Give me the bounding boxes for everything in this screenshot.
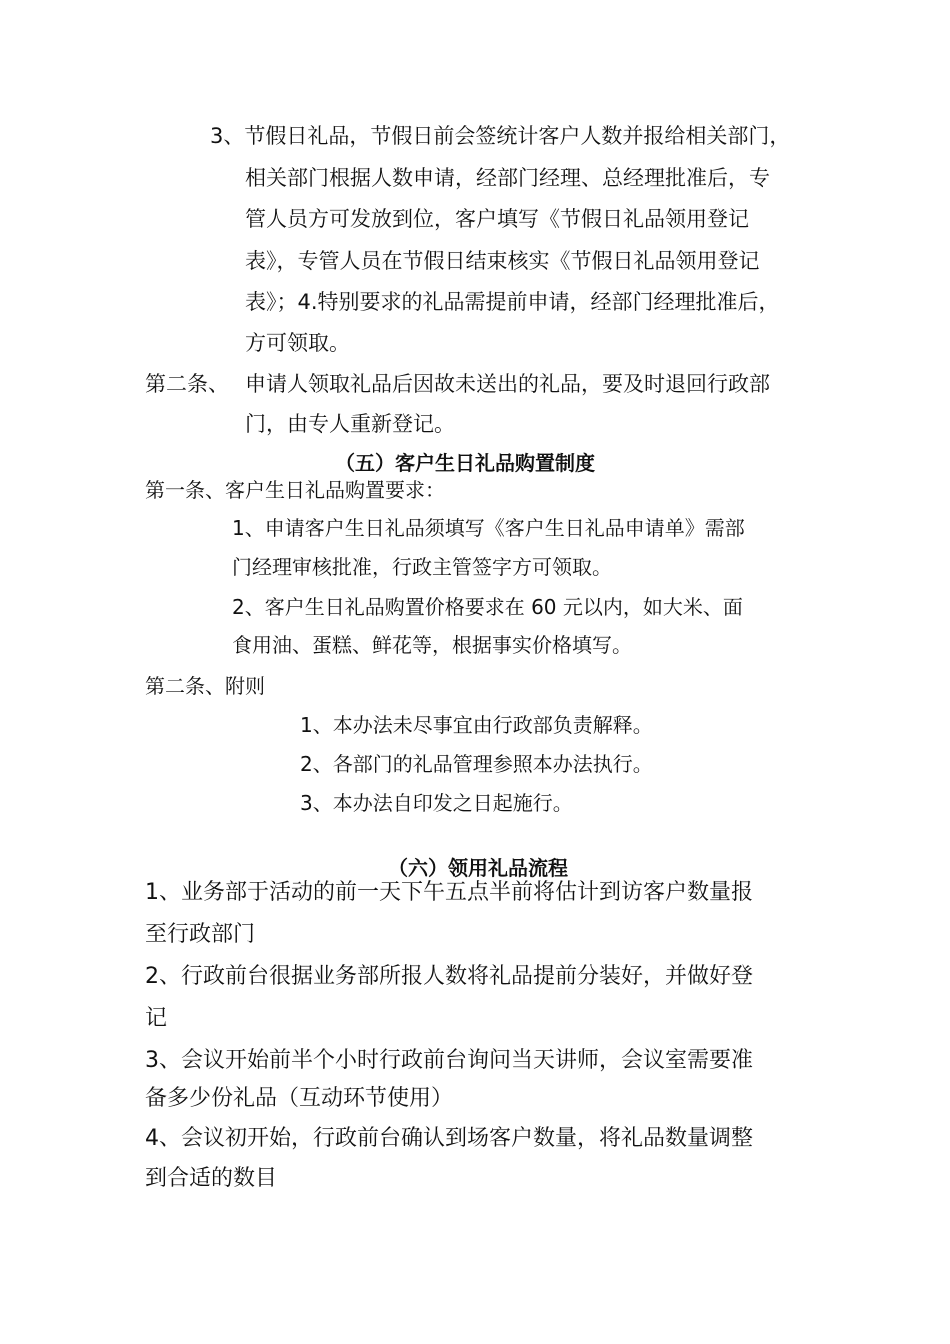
- item3-line-4: 表》，专管人员在节假日结束核实《节假日礼品领用登记: [245, 249, 760, 273]
- section5-heading: （五）客户生日礼品购置制度: [335, 451, 595, 475]
- section6-line-5: 3、会议开始前半个小时行政前台询问当天讲师，会议室需要准: [145, 1048, 753, 1073]
- section6-line-4: 记: [145, 1006, 168, 1031]
- item3-line-3: 管人员方可发放到位，客户填写《节假日礼品领用登记: [245, 207, 749, 231]
- section5-article2-item-1: 1、本办法未尽事宜由行政部负责解释。: [300, 713, 653, 737]
- section6-line-1: 1、业务部于活动的前一天下午五点半前将估计到访客户数量报: [145, 880, 753, 905]
- item3-line-5: 表》；4.特别要求的礼品需提前申请，经部门经理批准后，: [245, 290, 780, 314]
- item3-line-1: 3、节假日礼品，节假日前会签统计客户人数并报给相关部门，: [210, 124, 791, 148]
- item3-line-6: 方可领取。: [245, 331, 350, 355]
- section5-article2-item-2: 2、各部门的礼品管理参照本办法执行。: [300, 752, 653, 776]
- section6-line-7: 4、会议初开始，行政前台确认到场客户数量，将礼品数量调整: [145, 1126, 753, 1151]
- article2-line-1: 申请人领取礼品后因故未送出的礼品，要及时退回行政部: [245, 372, 770, 396]
- section5-article1-line-1: 1、申请客户生日礼品须填写《客户生日礼品申请单》需部: [232, 516, 745, 540]
- section5-article2-title: 第二条、附则: [145, 674, 265, 698]
- section6-line-2: 至行政部门: [145, 922, 256, 947]
- section5-article1-line-2: 门经理审核批准，行政主管签字方可领取。: [232, 555, 612, 579]
- section5-article1-line-4: 食用油、蛋糕、鲜花等，根据事实价格填写。: [232, 633, 632, 657]
- section6-line-8: 到合适的数目: [145, 1166, 278, 1191]
- section5-article1-title: 第一条、客户生日礼品购置要求：: [145, 478, 445, 502]
- section5-article2-item-3: 3、本办法自印发之日起施行。: [300, 791, 573, 815]
- article2-label: 第二条、: [145, 372, 229, 396]
- section6-line-6: 备多少份礼品（互动环节使用）: [145, 1086, 454, 1111]
- article2-line-2: 门，由专人重新登记。: [245, 412, 455, 436]
- section6-heading: （六）领用礼品流程: [388, 856, 568, 880]
- item3-line-2: 相关部门根据人数申请，经部门经理、总经理批准后，专: [245, 166, 770, 190]
- section5-article1-line-3: 2、客户生日礼品购置价格要求在 60 元以内，如大米、面: [232, 595, 743, 619]
- section6-line-3: 2、行政前台很据业务部所报人数将礼品提前分装好，并做好登: [145, 964, 753, 989]
